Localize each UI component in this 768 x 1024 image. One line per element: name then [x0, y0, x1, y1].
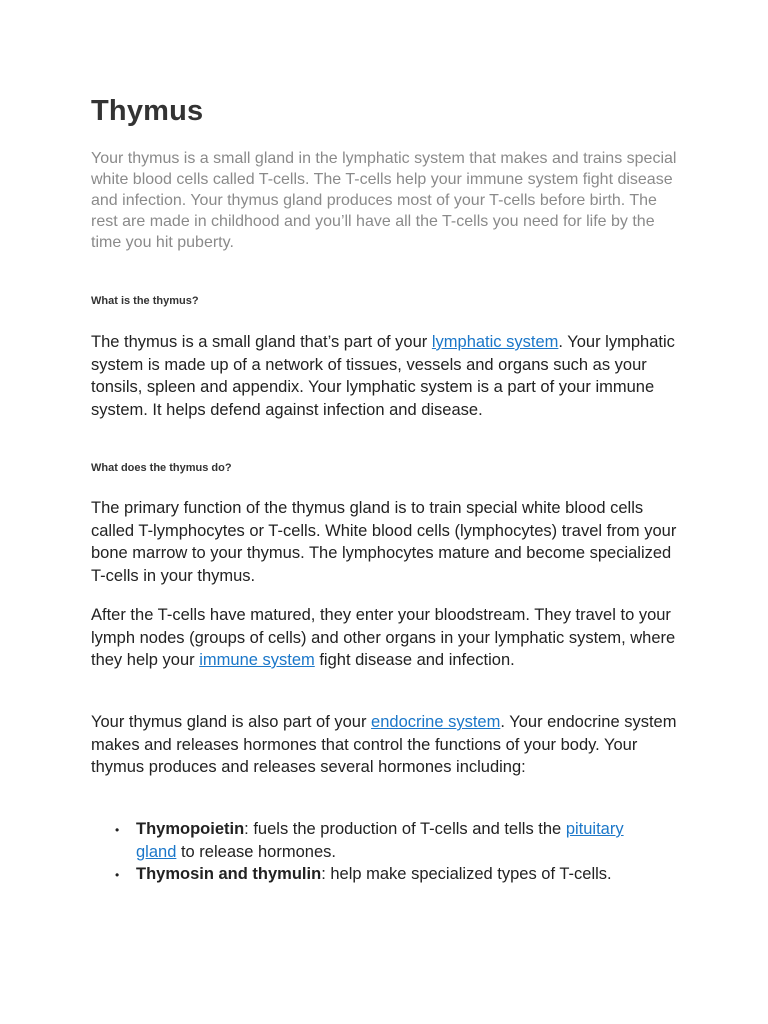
- text-span: . Your lymphatic system is made up of a network of tissues, vessels and organs such as your tonsils, spleen and appendix. Your lymphatic system is a part of your immune system. It helps defend against infection and disease.: [91, 333, 675, 419]
- text-span: : fuels the production of T-cells and tells the: [244, 820, 566, 838]
- text-span: . Your endocrine system makes and releases hormones that control the functions of your body. Your thymus produces and releases several hormones including:: [91, 713, 677, 776]
- list-item-term: Thymopoietin: [136, 820, 245, 838]
- list-item-term: Thymosin and thymulin: [136, 865, 322, 883]
- endocrine-paragraph: [91, 711, 686, 779]
- intro-paragraph: Your thymus is a small gland in the lymphatic system that makes and trains special white blood cells called T-cells. The T-cells help your immune system fight disease and infection. Your thymus gland produces most of your T-cells before birth. The rest are made in childhood and you’ll have all the T-cells you need for life by the time you hit puberty.: [91, 150, 677, 251]
- text-span: After the T-cells have matured, they enter your bloodstream. They travel to your lymph nodes (groups of cells) and other organs in your lymphatic system, where they help your: [91, 606, 676, 669]
- list-item: [91, 863, 651, 886]
- endocrine-system-link[interactable]: endocrine system: [371, 713, 501, 731]
- text-span: fight disease and infection.: [314, 651, 515, 669]
- text-span: Your thymus gland is also part of your: [91, 713, 372, 731]
- function-paragraph: The primary function of the thymus gland is to train special white blood cells called T-lymphocytes or T-cells. White blood cells (lymphocytes) travel from your bone marrow to your thymus. The lymphocytes mature and become specialized T-cells in your thymus.: [91, 499, 677, 585]
- pituitary-gland-link[interactable]: pituitary gland: [136, 820, 624, 861]
- bullet-icon: •: [115, 868, 120, 882]
- what-is-paragraph: [91, 331, 686, 421]
- section-heading-what-does: What does the thymus do?: [91, 462, 232, 474]
- list-item: [91, 818, 651, 863]
- bloodstream-paragraph: [91, 604, 686, 672]
- text-span: to release hormones.: [176, 842, 336, 861]
- page-title: Thymus: [91, 95, 204, 127]
- section-heading-what-is: What is the thymus?: [91, 295, 199, 307]
- hormone-list: [91, 818, 651, 886]
- text-span: : help make specialized types of T-cells.: [321, 865, 612, 883]
- text-span: The thymus is a small gland that’s part of your: [91, 333, 432, 351]
- bullet-icon: •: [115, 823, 120, 837]
- immune-system-link[interactable]: immune system: [199, 651, 315, 669]
- lymphatic-system-link[interactable]: lymphatic system: [431, 333, 559, 351]
